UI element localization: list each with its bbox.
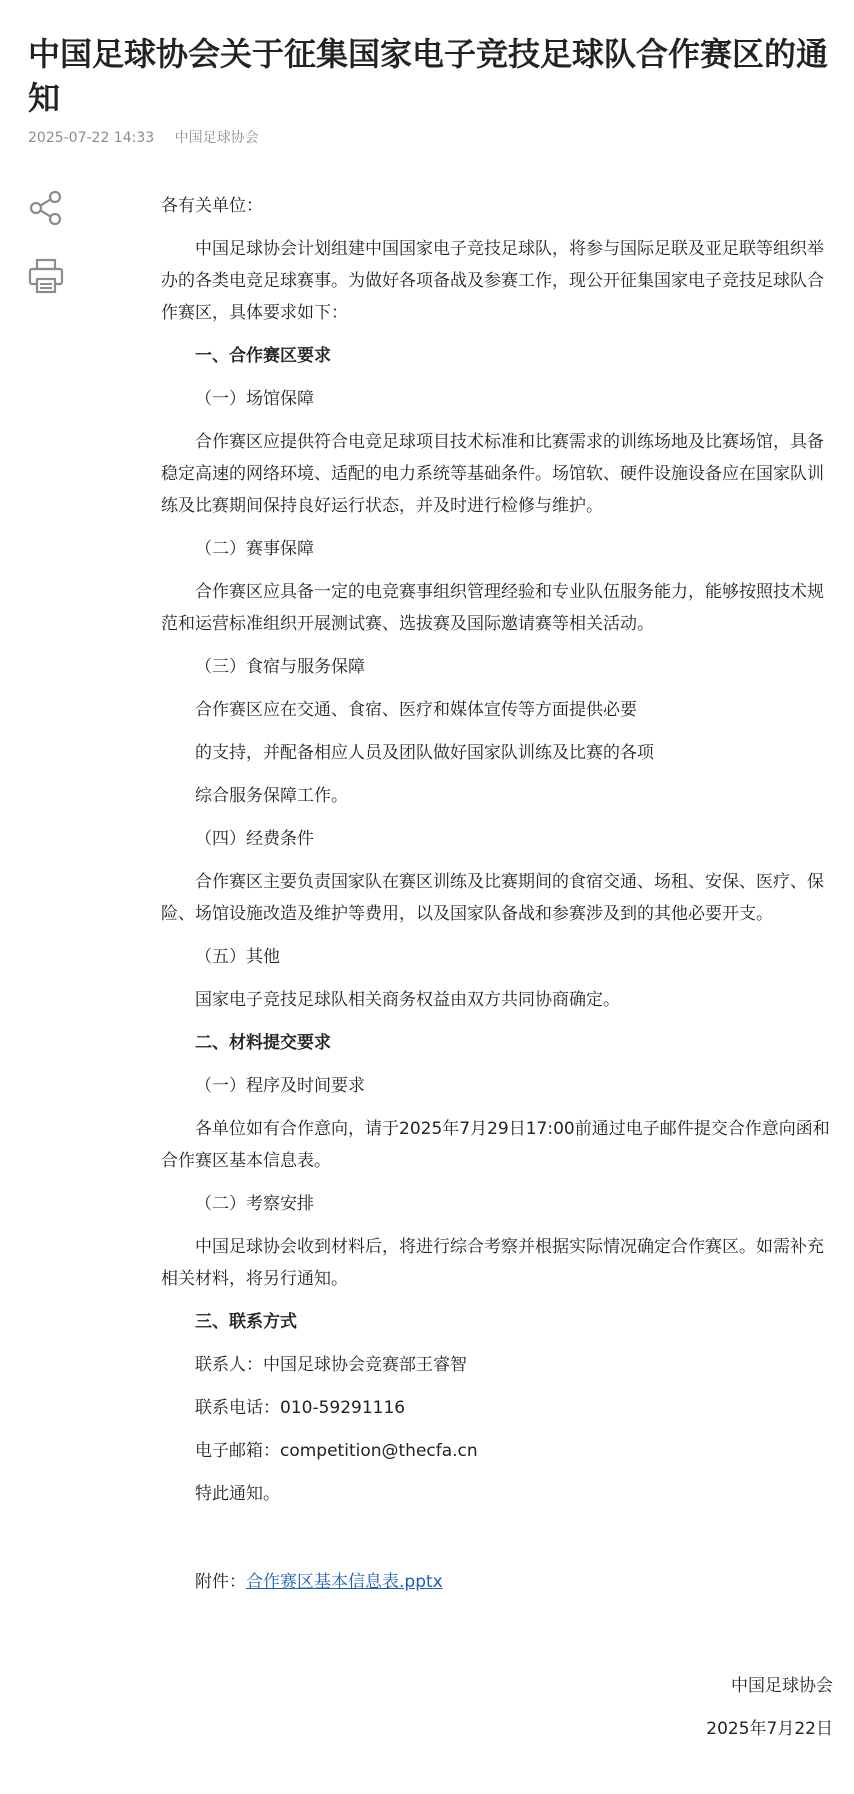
- section-heading: 二、材料提交要求: [195, 1033, 331, 1053]
- print-icon[interactable]: [26, 256, 66, 296]
- publish-date: 2025-07-22 14:33: [28, 130, 155, 146]
- paragraph: 合作赛区主要负责国家队在赛区训练及比赛期间的食宿交通、场租、安保、医疗、保险、场馆设施改造及维护等费用，以及国家队备战和参赛涉及到的其他必要开支。: [161, 872, 824, 924]
- subsection-heading: （一）场馆保障: [195, 389, 314, 409]
- closing-text: 特此通知。: [195, 1484, 280, 1504]
- attachment-line: [161, 1566, 833, 1598]
- intro-paragraph: 中国足球协会计划组建中国国家电子竞技足球队，将参与国际足联及亚足联等组织举办的各类电竞足球赛事。为做好各项备战及参赛工作，现公开征集国家电子竞技足球队合作赛区，具体要求如下：: [161, 239, 824, 323]
- paragraph: 各单位如有合作意向，请于2025年7月29日17:00前通过电子邮件提交合作意向函和合作赛区基本信息表。: [161, 1119, 830, 1171]
- article-body: [161, 190, 833, 1756]
- paragraph-line: 合作赛区应在交通、食宿、医疗和媒体宣传等方面提供必要: [195, 700, 637, 720]
- subsection-heading: （一）程序及时间要求: [195, 1076, 365, 1096]
- subsection-heading: （三）食宿与服务保障: [195, 657, 365, 677]
- contact-phone: 联系电话：010-59291116: [195, 1398, 406, 1418]
- subsection-heading: （二）赛事保障: [195, 539, 314, 559]
- greeting: 各有关单位：: [161, 196, 263, 216]
- paragraph: 国家电子竞技足球队相关商务权益由双方共同协商确定。: [195, 990, 620, 1010]
- signature: 中国足球协会: [731, 1676, 833, 1696]
- subsection-heading: （四）经费条件: [195, 829, 314, 849]
- paragraph: 合作赛区应具备一定的电竞赛事组织管理经验和专业队伍服务能力，能够按照技术规范和运营标准组织开展测试赛、选拔赛及国际邀请赛等相关活动。: [161, 582, 824, 634]
- subsection-heading: （二）考察安排: [195, 1194, 314, 1214]
- paragraph: 合作赛区应提供符合电竞足球项目技术标准和比赛需求的训练场地及比赛场馆，具备稳定高速的网络环境、适配的电力系统等基础条件。场馆软、硬件设施设备应在国家队训练及比赛期间保持良好运行状态，并及时进行检修与维护。: [161, 432, 824, 516]
- paragraph-line: 的支持，并配备相应人员及团队做好国家队训练及比赛的各项: [195, 743, 654, 763]
- section-heading: 三、联系方式: [195, 1312, 297, 1332]
- attachment-link[interactable]: 合作赛区基本信息表.pptx: [246, 1572, 443, 1592]
- signature-date: 2025年7月22日: [706, 1719, 833, 1739]
- article-tools: [26, 188, 66, 324]
- contact-person: 联系人：中国足球协会竞赛部王睿智: [195, 1355, 467, 1375]
- subsection-heading: （五）其他: [195, 947, 280, 967]
- attachment-label: 附件：: [195, 1572, 246, 1592]
- contact-email: 电子邮箱：competition@thecfa.cn: [195, 1441, 478, 1461]
- section-heading: 一、合作赛区要求: [195, 346, 331, 366]
- share-icon[interactable]: [26, 188, 66, 228]
- paragraph-line: 综合服务保障工作。: [195, 786, 348, 806]
- paragraph: 中国足球协会收到材料后，将进行综合考察并根据实际情况确定合作赛区。如需补充相关材料，将另行通知。: [161, 1237, 824, 1289]
- article-title: 中国足球协会关于征集国家电子竞技足球队合作赛区的通知: [28, 35, 829, 117]
- article-source: 中国足球协会: [174, 130, 259, 146]
- article-meta: [28, 127, 275, 147]
